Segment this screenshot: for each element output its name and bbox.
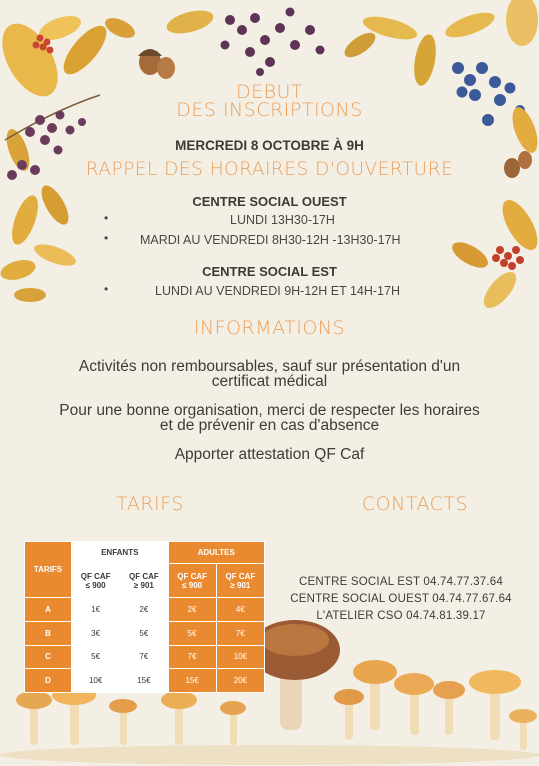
row-label: C (25, 645, 72, 669)
top-right-leaves (341, 0, 538, 87)
col-header: QF CAF ≥ 901 (216, 564, 264, 598)
row-label: A (25, 598, 72, 622)
table-cell: 1€ (72, 598, 120, 622)
table-cell: 7€ (216, 621, 264, 645)
contact-centre-est: CENTRE SOCIAL EST 04.74.77.37.64 (299, 576, 503, 588)
contact-centre-ouest: CENTRE SOCIAL OUEST 04.74.77.67.64 (290, 593, 512, 605)
table-cell: 4€ (216, 598, 264, 622)
ouest-hours-monday: LUNDI 13H30-17H (230, 213, 335, 227)
row-label: D (25, 669, 72, 693)
col-header: QF CAF ≤ 900 (168, 564, 216, 598)
table-cell: 20€ (216, 669, 264, 693)
enfants-header: ENFANTS (72, 542, 169, 564)
table-row (25, 645, 265, 669)
contacts-heading: CONTACTS (361, 493, 469, 515)
table-cell: 2€ (168, 598, 216, 622)
info-attestation: Apporter attestation QF Caf (174, 446, 365, 463)
top-center-leaves (102, 6, 216, 42)
table-row (25, 598, 265, 622)
bullet-icon: • (104, 282, 109, 296)
row-label: B (25, 621, 72, 645)
info-refund-line1: Activités non remboursables, sauf sur présentation d'un (78, 358, 461, 375)
adultes-header: ADULTES (168, 542, 265, 564)
start-date: MERCREDI 8 OCTOBRE À 9H (175, 138, 364, 153)
rappel-heading: RAPPEL DES HORAIRES D'OUVERTURE (85, 159, 454, 180)
debut-heading: DEBUT (235, 81, 304, 103)
table-cell: 7€ (120, 645, 168, 669)
info-refund-line2: certificat médical (211, 373, 328, 390)
info-organisation-line1: Pour une bonne organisation, merci de respecter les horaires (59, 402, 480, 419)
table-cell: 5€ (168, 621, 216, 645)
table-cell: 7€ (168, 645, 216, 669)
table-cell: 15€ (120, 669, 168, 693)
bullet-icon: • (104, 231, 109, 245)
table-cell: 5€ (72, 645, 120, 669)
ouest-hours-week: MARDI AU VENDREDI 8H30-12H -13H30-17H (140, 233, 401, 247)
contact-atelier-cso: L'ATELIER CSO 04.74.81.39.17 (316, 610, 486, 622)
col-header: QF CAF ≤ 900 (72, 564, 120, 598)
tarifs-table (24, 541, 265, 693)
tarifs-heading: TARIFS (116, 493, 184, 515)
table-cell: 2€ (120, 598, 168, 622)
col-header: QF CAF ≥ 901 (120, 564, 168, 598)
centre-ouest-title: CENTRE SOCIAL OUEST (192, 194, 347, 209)
purple-berries-top (221, 8, 325, 77)
informations-heading: INFORMATIONS (193, 317, 346, 339)
table-cell: 10€ (216, 645, 264, 669)
centre-est-title: CENTRE SOCIAL EST (202, 264, 337, 279)
acorns-illustration (138, 49, 175, 79)
table-cell: 5€ (120, 621, 168, 645)
table-cell: 10€ (72, 669, 120, 693)
bullet-icon: • (104, 211, 109, 225)
est-hours: LUNDI AU VENDREDI 9H-12H ET 14H-17H (155, 284, 400, 298)
inscriptions-heading: DES INSCRIPTIONS (176, 99, 363, 121)
table-cell: 3€ (72, 621, 120, 645)
table-row (25, 621, 265, 645)
info-organisation-line2: et de prévenir en cas d'absence (159, 417, 380, 434)
table-row (25, 669, 265, 693)
table-corner-label: TARIFS (25, 542, 72, 598)
table-cell: 15€ (168, 669, 216, 693)
